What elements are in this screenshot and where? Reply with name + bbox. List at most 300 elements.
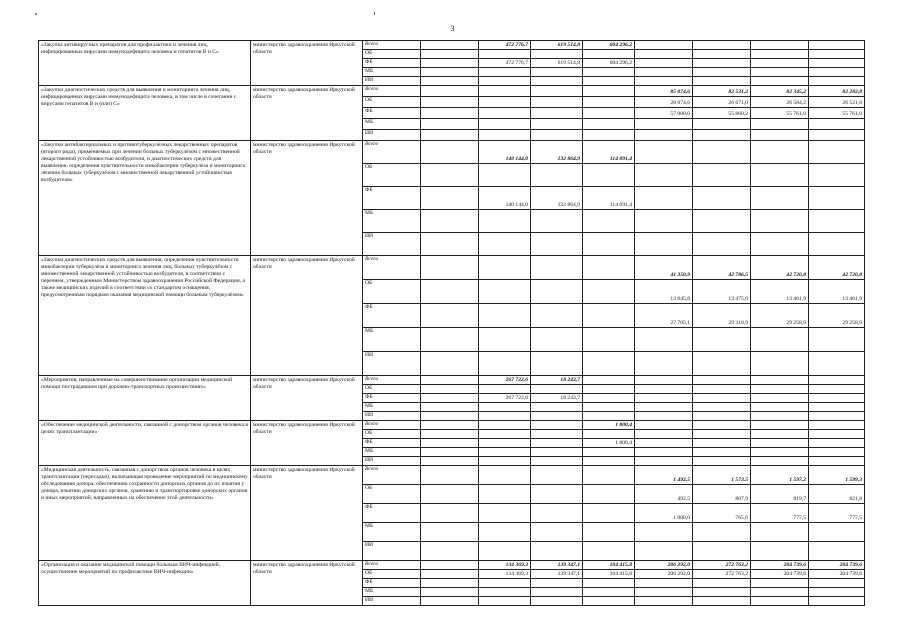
amount-cell: 85 074,6 <box>635 86 693 97</box>
amount-cell <box>635 579 693 588</box>
table-row <box>39 141 865 164</box>
amount-cell <box>421 403 479 412</box>
amount-cell <box>531 210 583 233</box>
funding-source: ОБ <box>363 385 421 394</box>
amount-cell <box>479 385 531 394</box>
amount-cell <box>421 108 479 119</box>
amount-cell <box>809 187 865 210</box>
amount-cell <box>531 86 583 97</box>
amount-cell <box>583 394 635 403</box>
amount-cell <box>693 523 751 542</box>
amount-cell <box>583 485 635 504</box>
amount-cell <box>583 504 635 523</box>
amount-cell <box>635 119 693 130</box>
amount-cell: 26 671,0 <box>693 97 751 108</box>
amount-cell <box>809 439 865 448</box>
amount-cell <box>583 77 635 86</box>
amount-cell <box>693 579 751 588</box>
amount-cell <box>479 280 531 304</box>
responsible-executor: министерство здравоохранения Иркутской области <box>251 466 363 561</box>
funding-source: МБ <box>363 403 421 412</box>
amount-cell <box>809 385 865 394</box>
amount-cell <box>751 439 809 448</box>
funding-source: ОБ <box>363 485 421 504</box>
amount-cell <box>421 68 479 77</box>
amount-cell <box>421 504 479 523</box>
amount-cell <box>583 457 635 466</box>
amount-cell <box>421 385 479 394</box>
amount-cell <box>635 523 693 542</box>
amount-cell <box>635 233 693 256</box>
amount-cell: 26 521,8 <box>809 97 865 108</box>
amount-cell <box>583 466 635 485</box>
amount-cell <box>583 430 635 439</box>
amount-cell <box>531 352 583 376</box>
amount-cell <box>531 412 583 421</box>
amount-cell <box>693 68 751 77</box>
amount-cell <box>583 385 635 394</box>
amount-cell <box>583 119 635 130</box>
amount-cell <box>421 86 479 97</box>
amount-cell: 204 739,6 <box>809 561 865 570</box>
scan-speck <box>35 13 37 15</box>
amount-cell <box>809 130 865 141</box>
amount-cell <box>421 588 479 597</box>
amount-cell <box>751 394 809 403</box>
amount-cell <box>479 403 531 412</box>
amount-cell <box>479 448 531 457</box>
amount-cell <box>583 304 635 328</box>
amount-cell: 104 415,8 <box>583 561 635 570</box>
amount-cell <box>635 597 693 606</box>
amount-cell <box>479 86 531 97</box>
amount-cell <box>809 119 865 130</box>
amount-cell <box>421 328 479 352</box>
amount-cell: 18 243,7 <box>531 376 583 385</box>
amount-cell <box>751 233 809 256</box>
amount-cell <box>693 41 751 50</box>
funding-source: ФБ <box>363 504 421 523</box>
amount-cell <box>531 403 583 412</box>
amount-cell <box>421 457 479 466</box>
amount-cell: 134 369,3 <box>479 570 531 579</box>
amount-cell <box>531 579 583 588</box>
measure-description: «Мероприятия, направленные на совершенствование организации медицинской помощи пострадавшим при дорожно-транспортных происшествиях» <box>39 376 251 421</box>
table-row <box>39 41 865 50</box>
amount-cell: 13 475,6 <box>693 280 751 304</box>
amount-cell: 1 800,4 <box>583 439 635 448</box>
amount-cell: 82 531,2 <box>693 86 751 97</box>
amount-cell <box>809 210 865 233</box>
amount-cell <box>531 439 583 448</box>
amount-cell <box>635 130 693 141</box>
funding-source: ОБ <box>363 164 421 187</box>
amount-cell <box>421 352 479 376</box>
amount-cell <box>531 421 583 430</box>
amount-cell <box>809 523 865 542</box>
amount-cell <box>635 59 693 68</box>
amount-cell <box>635 50 693 59</box>
amount-cell <box>809 141 865 164</box>
table-row <box>39 561 865 570</box>
amount-cell <box>635 41 693 50</box>
amount-cell <box>809 597 865 606</box>
funding-source: ИИ <box>363 352 421 376</box>
amount-cell <box>635 141 693 164</box>
amount-cell <box>421 570 479 579</box>
funding-source: МБ <box>363 210 421 233</box>
amount-cell <box>693 457 751 466</box>
amount-cell <box>751 141 809 164</box>
amount-cell <box>751 130 809 141</box>
amount-cell <box>479 50 531 59</box>
amount-cell: 1 492,5 <box>635 466 693 485</box>
amount-cell <box>635 77 693 86</box>
responsible-executor: министерство здравоохранения Иркутской области <box>251 41 363 86</box>
amount-cell <box>531 164 583 187</box>
funding-source: МБ <box>363 119 421 130</box>
amount-cell <box>635 439 693 448</box>
amount-cell <box>693 187 751 210</box>
amount-cell: 821,8 <box>809 485 865 504</box>
amount-cell <box>421 579 479 588</box>
amount-cell: 139 347,1 <box>531 561 583 570</box>
amount-cell <box>693 385 751 394</box>
amount-cell <box>531 448 583 457</box>
amount-cell: 26 584,2 <box>751 97 809 108</box>
amount-cell <box>583 210 635 233</box>
table-row <box>39 466 865 485</box>
amount-cell <box>583 448 635 457</box>
amount-cell <box>421 141 479 164</box>
amount-cell <box>809 50 865 59</box>
amount-cell <box>421 448 479 457</box>
amount-cell <box>635 448 693 457</box>
amount-cell: 82 282,8 <box>809 86 865 97</box>
amount-cell: 1 000,0 <box>635 504 693 523</box>
amount-cell: 1 573,5 <box>693 466 751 485</box>
amount-cell <box>693 542 751 561</box>
funding-source: ИИ <box>363 597 421 606</box>
amount-cell <box>479 523 531 542</box>
amount-cell: 619 514,8 <box>531 59 583 68</box>
amount-cell <box>531 504 583 523</box>
amount-cell <box>751 41 809 50</box>
amount-cell: 777,5 <box>809 504 865 523</box>
measure-description: «Закупки диагностических средств для выявления и мониторинга лечения лиц, инфицированных вирусами иммунодефицита человека, в том числе в сочетании с вирусами гепатитов В и (или) С» <box>39 86 251 141</box>
amount-cell <box>751 328 809 352</box>
amount-cell <box>421 523 479 542</box>
funding-source: ФБ <box>363 59 421 68</box>
amount-cell: 29 310,9 <box>693 304 751 328</box>
amount-cell <box>751 385 809 394</box>
amount-cell: 777,5 <box>751 504 809 523</box>
amount-cell <box>693 376 751 385</box>
amount-cell <box>479 233 531 256</box>
amount-cell <box>531 328 583 352</box>
amount-cell <box>693 430 751 439</box>
amount-cell <box>635 210 693 233</box>
amount-cell <box>635 457 693 466</box>
amount-cell <box>809 233 865 256</box>
measure-description: «Медицинская деятельность, связанная с донорством органов человека в целях трансплантации (пересадки), включающая проведение мероприятий по медицинскому обследованию донора, обеспечению сохранности донорских органов до их изъятия у донора, изъятию донорских органов, хранению и транспортировке донорских органов и иных мероприятий, направленных на обеспечение этой деятельности» <box>39 466 251 561</box>
funding-source: ФБ <box>363 187 421 210</box>
amount-cell: 819,7 <box>751 485 809 504</box>
funding-source: ИИ <box>363 412 421 421</box>
amount-cell: 492,5 <box>635 485 693 504</box>
amount-cell <box>531 108 583 119</box>
funding-source: Всего <box>363 466 421 485</box>
amount-cell: 267 722,6 <box>479 376 531 385</box>
funding-source: Всего <box>363 421 421 430</box>
amount-cell <box>751 376 809 385</box>
amount-cell <box>531 97 583 108</box>
amount-cell: 807,9 <box>693 485 751 504</box>
amount-cell <box>421 50 479 59</box>
amount-cell: 1 597,2 <box>751 466 809 485</box>
amount-cell <box>421 77 479 86</box>
amount-cell: 206 292,0 <box>635 570 693 579</box>
amount-cell <box>531 430 583 439</box>
amount-cell <box>635 394 693 403</box>
amount-cell <box>421 256 479 280</box>
measure-description: «Закупки антибактериальных и противотуберкулёзных лекарственных препаратов (второго ряда), применяемых при лечении больных туберкулёзом с множественной лекарственной устойчивостью возбудителя, и диагностических средств для выявления, определения чувствительности микобактерии туберкулёза и мониторинга лечения больных туберкулёзом с множественной лекарственной устойчивостью возбудителя» <box>39 141 251 256</box>
amount-cell: 1 599,3 <box>809 466 865 485</box>
amount-cell <box>479 108 531 119</box>
amount-cell <box>421 187 479 210</box>
amount-cell <box>531 542 583 561</box>
amount-cell <box>583 588 635 597</box>
amount-cell <box>479 542 531 561</box>
amount-cell: 13 461,9 <box>751 280 809 304</box>
amount-cell <box>809 77 865 86</box>
amount-cell <box>751 164 809 187</box>
funding-source: ИИ <box>363 233 421 256</box>
amount-cell <box>479 256 531 280</box>
amount-cell <box>479 77 531 86</box>
funding-source: ИИ <box>363 457 421 466</box>
amount-cell <box>531 485 583 504</box>
amount-cell <box>531 597 583 606</box>
amount-cell <box>751 187 809 210</box>
amount-cell <box>421 542 479 561</box>
amount-cell: 41 350,9 <box>635 256 693 280</box>
amount-cell <box>635 430 693 439</box>
amount-cell <box>809 376 865 385</box>
amount-cell <box>583 403 635 412</box>
responsible-executor: министерство здравоохранения Иркутской области <box>251 561 363 606</box>
amount-cell <box>809 457 865 466</box>
amount-cell <box>583 256 635 280</box>
amount-cell <box>531 50 583 59</box>
amount-cell <box>809 328 865 352</box>
amount-cell <box>809 59 865 68</box>
amount-cell <box>751 421 809 430</box>
amount-cell <box>421 439 479 448</box>
amount-cell <box>479 579 531 588</box>
amount-cell: 42 720,8 <box>809 256 865 280</box>
budget-table <box>38 40 865 606</box>
amount-cell: 619 514,8 <box>531 41 583 50</box>
amount-cell <box>635 403 693 412</box>
amount-cell <box>531 385 583 394</box>
amount-cell: 55 761,0 <box>809 108 865 119</box>
amount-cell <box>531 457 583 466</box>
amount-cell <box>693 439 751 448</box>
amount-cell <box>479 164 531 187</box>
amount-cell: 140 144,0 <box>479 187 531 210</box>
amount-cell: 42 786,5 <box>693 256 751 280</box>
amount-cell: 29 258,9 <box>751 304 809 328</box>
amount-cell <box>693 233 751 256</box>
amount-cell <box>531 588 583 597</box>
amount-cell <box>583 523 635 542</box>
amount-cell <box>809 394 865 403</box>
amount-cell: 140 144,0 <box>479 141 531 164</box>
amount-cell <box>479 68 531 77</box>
amount-cell <box>635 164 693 187</box>
amount-cell <box>531 466 583 485</box>
amount-cell <box>421 97 479 108</box>
amount-cell: 13 461,9 <box>809 280 865 304</box>
amount-cell <box>583 50 635 59</box>
amount-cell <box>479 597 531 606</box>
amount-cell <box>421 164 479 187</box>
amount-cell <box>421 280 479 304</box>
amount-cell <box>421 41 479 50</box>
amount-cell <box>751 457 809 466</box>
amount-cell <box>809 430 865 439</box>
amount-cell <box>583 164 635 187</box>
amount-cell <box>479 457 531 466</box>
amount-cell <box>583 542 635 561</box>
amount-cell: 204 739,6 <box>751 570 809 579</box>
amount-cell <box>693 164 751 187</box>
amount-cell: 82 345,2 <box>751 86 809 97</box>
amount-cell: 472 776,7 <box>479 59 531 68</box>
amount-cell <box>693 588 751 597</box>
amount-cell <box>751 50 809 59</box>
measure-description: «Организация и оказание медицинской помощи больным ВИЧ-инфекцией, осуществление мероприятий по профилактике ВИЧ-инфекции» <box>39 561 251 606</box>
amount-cell <box>693 352 751 376</box>
funding-source: Всего <box>363 86 421 97</box>
amount-cell <box>531 256 583 280</box>
amount-cell <box>751 448 809 457</box>
amount-cell <box>693 119 751 130</box>
amount-cell <box>635 187 693 210</box>
amount-cell <box>809 352 865 376</box>
table-row <box>39 376 865 385</box>
amount-cell: 28 074,6 <box>635 97 693 108</box>
funding-source: МБ <box>363 588 421 597</box>
amount-cell <box>693 597 751 606</box>
amount-cell <box>421 421 479 430</box>
funding-source: ОБ <box>363 50 421 59</box>
funding-source: ФБ <box>363 394 421 403</box>
amount-cell <box>809 68 865 77</box>
amount-cell <box>479 421 531 430</box>
amount-cell: 29 258,9 <box>809 304 865 328</box>
amount-cell <box>531 77 583 86</box>
funding-source: ОБ <box>363 97 421 108</box>
funding-source: ИИ <box>363 77 421 86</box>
amount-cell: 204 739,6 <box>751 561 809 570</box>
amount-cell <box>421 233 479 256</box>
amount-cell <box>635 542 693 561</box>
responsible-executor: министерство здравоохранения Иркутской области <box>251 141 363 256</box>
amount-cell <box>421 430 479 439</box>
responsible-executor: министерство здравоохранения Иркутской области <box>251 86 363 141</box>
amount-cell <box>531 280 583 304</box>
amount-cell: 132 864,9 <box>531 187 583 210</box>
amount-cell <box>421 304 479 328</box>
amount-cell <box>635 328 693 352</box>
amount-cell: 134 369,3 <box>479 561 531 570</box>
amount-cell <box>479 97 531 108</box>
funding-source: ФБ <box>363 304 421 328</box>
amount-cell: 1 800,4 <box>583 421 635 430</box>
amount-cell: 472 776,7 <box>479 41 531 50</box>
amount-cell <box>751 430 809 439</box>
amount-cell <box>751 412 809 421</box>
amount-cell <box>583 352 635 376</box>
responsible-executor: министерство здравоохранения Иркутской области <box>251 376 363 421</box>
amount-cell <box>693 210 751 233</box>
amount-cell <box>421 485 479 504</box>
amount-cell <box>809 448 865 457</box>
amount-cell <box>421 466 479 485</box>
amount-cell: 13 645,8 <box>635 280 693 304</box>
amount-cell <box>531 68 583 77</box>
amount-cell <box>421 412 479 421</box>
amount-cell <box>479 210 531 233</box>
amount-cell: 42 720,8 <box>751 256 809 280</box>
funding-source: ФБ <box>363 108 421 119</box>
measure-description: «Обеспечение медицинской деятельности, связанной с донорством органов человека в целях трансплантации» <box>39 421 251 466</box>
amount-cell <box>751 523 809 542</box>
amount-cell <box>751 403 809 412</box>
amount-cell <box>583 412 635 421</box>
amount-cell <box>531 130 583 141</box>
amount-cell <box>479 588 531 597</box>
amount-cell: 272 763,2 <box>693 570 751 579</box>
funding-source: Всего <box>363 256 421 280</box>
funding-source: МБ <box>363 448 421 457</box>
amount-cell <box>421 561 479 570</box>
amount-cell <box>751 542 809 561</box>
amount-cell <box>693 448 751 457</box>
amount-cell <box>583 97 635 108</box>
amount-cell: 139 347,1 <box>531 570 583 579</box>
scan-speck <box>374 12 375 15</box>
amount-cell <box>479 328 531 352</box>
amount-cell <box>635 68 693 77</box>
amount-cell <box>693 59 751 68</box>
amount-cell <box>421 597 479 606</box>
measure-description: «Закупки диагностических средств для выявления, определения чувствительности микобактерии туберкулёза и мониторинга лечения лиц, больных туберкулёзом с множественной лекарственной устойчивостью возбудителя, в соответствии с перечнем, утвержденным Министерством здравоохранения Российской Федерации, а также медицинских изделий в соответствии со стандартом оснащения, предусмотренным порядком оказания медицинской помощи больным туберкулёзом» <box>39 256 251 376</box>
amount-cell <box>479 130 531 141</box>
amount-cell <box>809 588 865 597</box>
measure-description: «Закупка антивирусных препаратов для профилактики и лечения лиц, инфицированных вирусами иммунодефицита человека и гепатитов В и С» <box>39 41 251 86</box>
funding-source: МБ <box>363 523 421 542</box>
table-row <box>39 421 865 430</box>
amount-cell <box>531 304 583 328</box>
amount-cell <box>479 439 531 448</box>
amount-cell <box>421 59 479 68</box>
amount-cell <box>809 403 865 412</box>
amount-cell <box>635 412 693 421</box>
amount-cell: 27 705,1 <box>635 304 693 328</box>
